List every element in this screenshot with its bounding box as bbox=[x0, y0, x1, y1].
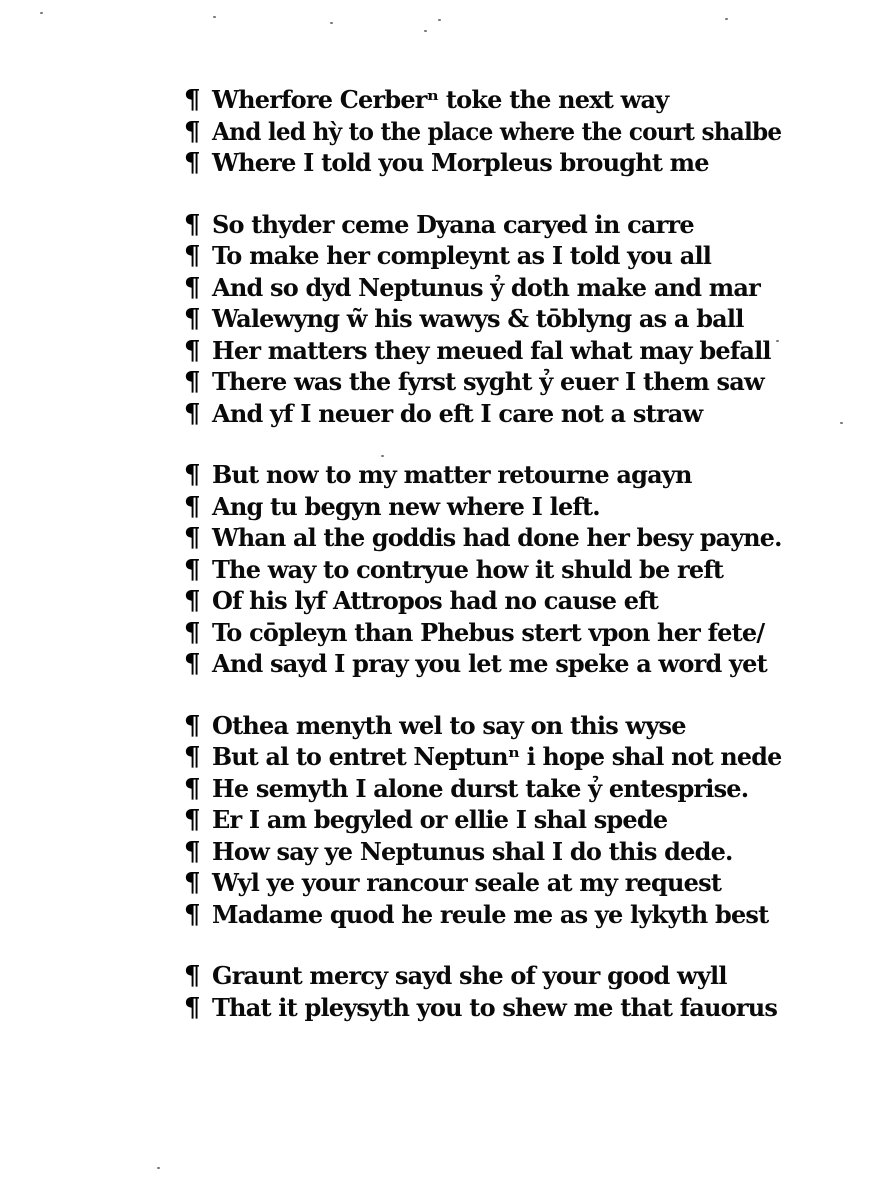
pilcrow-mark: ¶ bbox=[184, 961, 200, 991]
pilcrow-mark: ¶ bbox=[184, 491, 200, 522]
verse-line bbox=[184, 522, 784, 554]
verse-line bbox=[184, 398, 784, 430]
verse-line bbox=[184, 209, 784, 241]
verse-line bbox=[184, 899, 784, 931]
pilcrow-mark: ¶ bbox=[184, 554, 200, 585]
stanza bbox=[184, 84, 784, 179]
pilcrow-mark: ¶ bbox=[184, 272, 200, 303]
verse-line-text: Where I told you Morpleus brought me bbox=[212, 148, 709, 177]
stanza bbox=[184, 459, 784, 680]
verse-line bbox=[184, 710, 784, 742]
verse-line bbox=[184, 303, 784, 335]
pilcrow-mark: ¶ bbox=[184, 992, 200, 1023]
verse-line-text: Madame quod he reule me as ye lykyth best bbox=[212, 899, 769, 929]
pilcrow-mark: ¶ bbox=[184, 335, 200, 366]
verse-line-text: To cōpleyn than Phebus stert vpon her fete/ bbox=[212, 617, 765, 647]
verse-line bbox=[184, 867, 784, 899]
verse-line-text: He semyth I alone durst take ỷ entesprise. bbox=[212, 773, 749, 803]
verse-line bbox=[184, 240, 784, 272]
ink-speck bbox=[424, 30, 427, 32]
verse-line bbox=[184, 648, 784, 680]
pilcrow-mark: ¶ bbox=[184, 85, 200, 115]
pilcrow-mark: ¶ bbox=[184, 148, 200, 178]
verse-line-text: Ang tu begyn new where I left. bbox=[212, 491, 600, 521]
pilcrow-mark: ¶ bbox=[184, 899, 200, 930]
verse-line-text: But now to my matter retourne agayn bbox=[212, 460, 692, 489]
ink-speck bbox=[840, 422, 843, 424]
verse-line-text: And yf I neuer do eft I care not a straw bbox=[212, 398, 703, 428]
pilcrow-mark: ¶ bbox=[184, 868, 200, 898]
verse-line-text: So thyder ceme Dyana caryed in carre bbox=[212, 209, 694, 239]
verse-line-text: Walewyng w̃ his wawys & tōblyng as a ball bbox=[212, 304, 744, 333]
verse-line-text: Graunt mercy sayd she of your good wyll bbox=[212, 961, 727, 990]
pilcrow-mark: ¶ bbox=[184, 586, 200, 616]
verse-line-text: Whan al the goddis had done her besy payne. bbox=[212, 523, 782, 552]
verse-line bbox=[184, 459, 784, 491]
verse-line bbox=[184, 960, 784, 992]
verse-line-text: How say ye Neptunus shal I do this dede. bbox=[212, 836, 733, 866]
pilcrow-mark: ¶ bbox=[184, 241, 200, 271]
verse-line bbox=[184, 147, 784, 179]
pilcrow-mark: ¶ bbox=[184, 649, 200, 679]
pilcrow-mark: ¶ bbox=[184, 367, 200, 397]
verse-line bbox=[184, 617, 784, 649]
verse-line-text: Er I am begyled or ellie I shal spede bbox=[212, 805, 668, 834]
verse-line-text: To make her compleynt as I told you all bbox=[212, 241, 712, 270]
verse-line bbox=[184, 804, 784, 836]
stanza bbox=[184, 710, 784, 931]
verse-line-text: And led hỳ to the place where the court shalbe bbox=[212, 116, 782, 146]
verse-line bbox=[184, 836, 784, 868]
verse-line-text: There was the fyrst syght ỷ euer I them saw bbox=[212, 367, 764, 396]
verse-line-text: But al to entret Neptunⁿ i hope shal not nede bbox=[212, 742, 782, 771]
verse-line-text: Her matters they meued fal what may befall bbox=[212, 335, 771, 365]
verse-line-text: That it pleysyth you to shew me that fauorus bbox=[212, 992, 778, 1022]
pilcrow-mark: ¶ bbox=[184, 773, 200, 804]
pilcrow-mark: ¶ bbox=[184, 836, 200, 867]
verse-line bbox=[184, 272, 784, 304]
verse-line-text: Wyl ye your rancour seale at my request bbox=[212, 868, 722, 897]
pilcrow-mark: ¶ bbox=[184, 710, 200, 741]
verse-line bbox=[184, 116, 784, 148]
verse-line bbox=[184, 84, 784, 116]
pilcrow-mark: ¶ bbox=[184, 116, 200, 147]
verse-line-text: And sayd I pray you let me speke a word yet bbox=[212, 649, 767, 678]
pilcrow-mark: ¶ bbox=[184, 460, 200, 490]
ink-speck bbox=[157, 1167, 160, 1169]
verse-line bbox=[184, 335, 784, 367]
ink-speck bbox=[40, 12, 43, 14]
verse-line bbox=[184, 992, 784, 1024]
verse-line bbox=[184, 773, 784, 805]
verse-line bbox=[184, 741, 784, 773]
pilcrow-mark: ¶ bbox=[184, 617, 200, 648]
verse-line bbox=[184, 585, 784, 617]
poem-text bbox=[184, 84, 784, 1053]
verse-line bbox=[184, 491, 784, 523]
verse-line bbox=[184, 554, 784, 586]
pilcrow-mark: ¶ bbox=[184, 805, 200, 835]
pilcrow-mark: ¶ bbox=[184, 523, 200, 553]
verse-line-text: Of his lyf Attropos had no cause eft bbox=[212, 586, 659, 615]
verse-line bbox=[184, 366, 784, 398]
pilcrow-mark: ¶ bbox=[184, 398, 200, 429]
stanza bbox=[184, 960, 784, 1023]
pilcrow-mark: ¶ bbox=[184, 209, 200, 240]
verse-line-text: Othea menyth wel to say on this wyse bbox=[212, 710, 686, 740]
verse-line-text: And so dyd Neptunus ỷ doth make and mar bbox=[212, 272, 760, 302]
verse-line-text: Wherfore Cerberⁿ toke the next way bbox=[212, 85, 669, 114]
ink-speck bbox=[438, 19, 441, 21]
stanza bbox=[184, 209, 784, 430]
pilcrow-mark: ¶ bbox=[184, 742, 200, 772]
pilcrow-mark: ¶ bbox=[184, 304, 200, 334]
verse-line-text: The way to contryue how it shuld be reft bbox=[212, 554, 724, 584]
ink-speck bbox=[725, 18, 728, 20]
ink-speck bbox=[213, 16, 216, 18]
ink-speck bbox=[330, 22, 333, 24]
